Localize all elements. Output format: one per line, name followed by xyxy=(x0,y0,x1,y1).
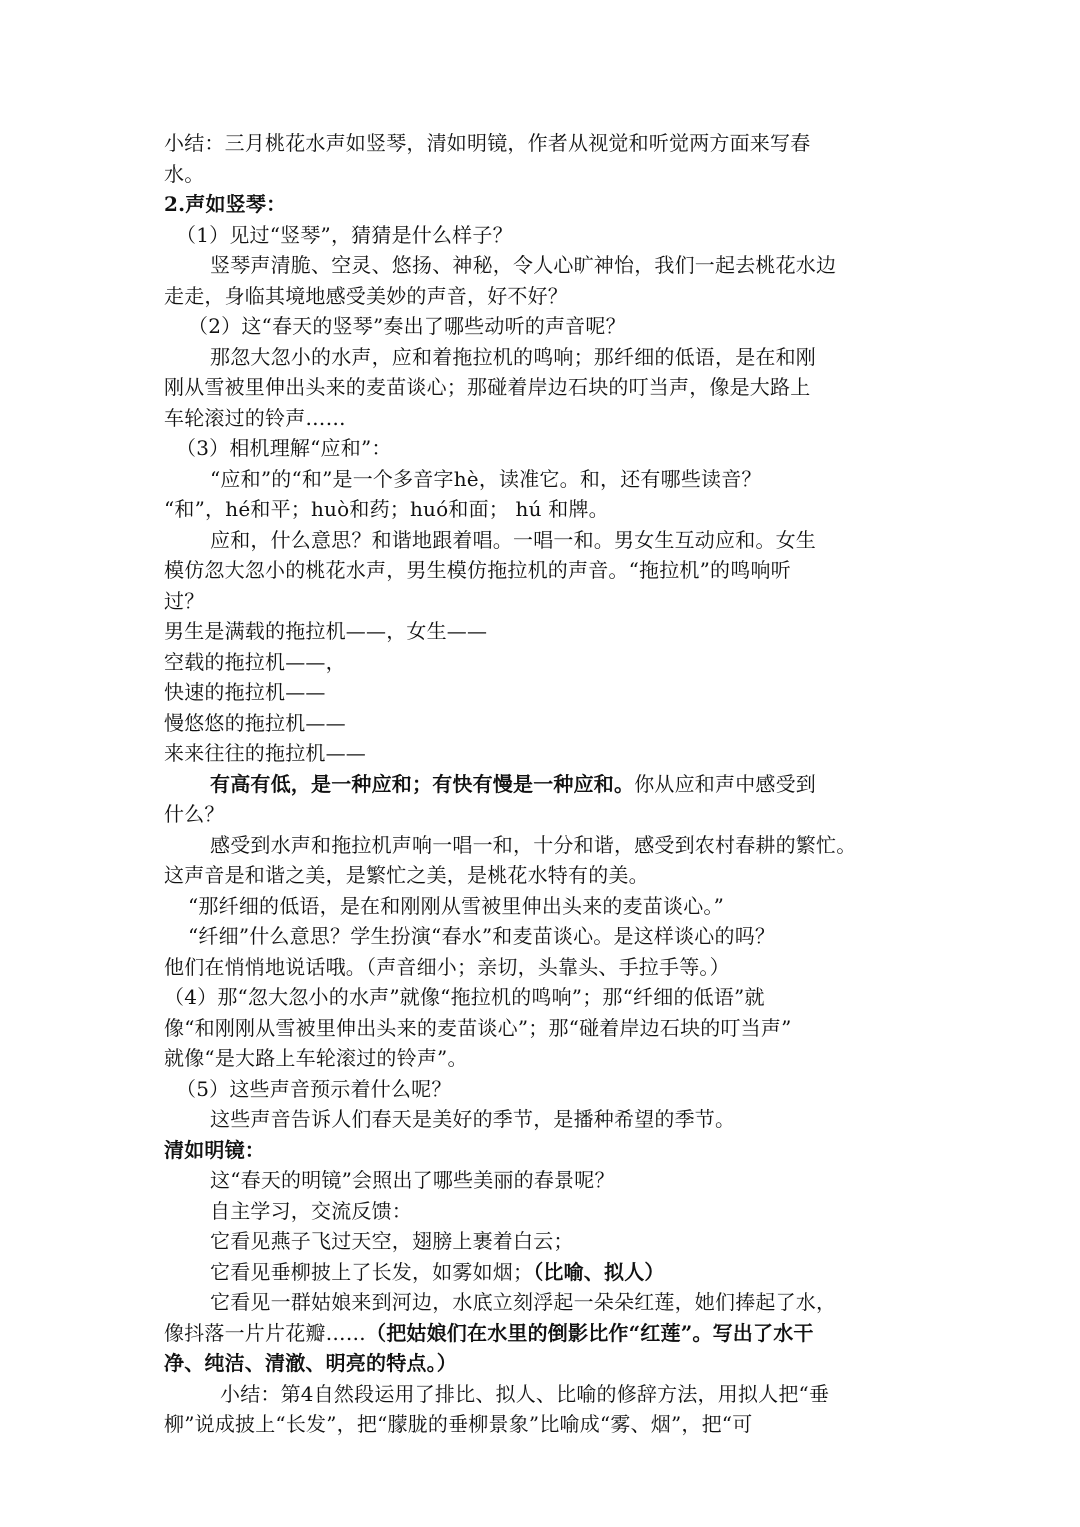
text-line xyxy=(164,1104,920,1135)
line-text: 水。 xyxy=(164,161,205,186)
line-text: 什么？ xyxy=(164,802,225,826)
line-text: 来来往往的拖拉机—— xyxy=(164,741,366,765)
text-line xyxy=(164,525,920,556)
line-text: 它看见垂柳披上了长发，如雾如烟； xyxy=(210,1259,534,1284)
line-tail-text: 你从应和声中感受到 xyxy=(634,771,817,796)
line-text: 过？ xyxy=(164,588,205,613)
line-text: 它看见一群姑娘来到河边，水底立刻浮起一朵朵红莲，她们捧起了水， xyxy=(210,1290,837,1314)
line-text: 竖琴声清脆、空灵、悠扬、神秘，令人心旷神怡，我们一起去桃花水边 xyxy=(210,253,837,277)
text-line xyxy=(164,128,920,159)
text-line xyxy=(164,1135,920,1166)
line-text: 快速的拖拉机—— xyxy=(164,680,326,704)
text-line xyxy=(164,769,920,800)
line-text: 应和，什么意思？和谐地跟着唱。一唱一和。男女生互动应和。女生 xyxy=(210,527,816,552)
text-line xyxy=(164,1348,920,1379)
text-line xyxy=(164,372,920,403)
text-line xyxy=(164,1379,920,1410)
line-text: 那忽大忽小的水声，应和着拖拉机的鸣响；那纤细的低语，是在和刚 xyxy=(210,344,816,369)
text-line xyxy=(164,647,920,678)
line-text: （5）这些声音预示着什么呢？ xyxy=(176,1076,452,1101)
line-text: 慢悠悠的拖拉机—— xyxy=(164,710,346,735)
line-text: （4）那“忽大忽小的水声”就像“拖拉机的鸣响”；那“纤细的低语”就 xyxy=(164,985,765,1009)
line-text: “那纤细的低语，是在和刚刚从雪被里伸出头来的麦苗谈心。” xyxy=(188,893,725,918)
line-text: 像“和刚刚从雪被里伸出头来的麦苗谈心”；那“碰着岸边石块的叮当声” xyxy=(164,1015,792,1040)
text-line xyxy=(164,1409,920,1440)
line-text: 就像“是大路上车轮滚过的铃声”。 xyxy=(164,1046,468,1070)
text-line xyxy=(164,738,920,769)
line-text: 自主学习，交流反馈： xyxy=(210,1198,412,1223)
text-line xyxy=(164,1257,920,1288)
line-text: 这“春天的明镜”会照出了哪些美丽的春景呢？ xyxy=(210,1168,615,1192)
text-line xyxy=(164,586,920,617)
line-text: 男生是满载的拖拉机——，女生—— xyxy=(164,619,488,643)
line-text: 像抖落一片片花瓣…… xyxy=(164,1320,366,1345)
text-line xyxy=(164,311,920,342)
line-text: 这些声音告诉人们春天是美好的季节，是播种希望的季节。 xyxy=(210,1107,736,1131)
line-text: （3）相机理解“应和”： xyxy=(176,436,392,460)
text-line xyxy=(164,464,920,495)
text-line xyxy=(164,860,920,891)
text-line xyxy=(164,1287,920,1318)
line-text: 他们在悄悄地说话哦。（声音细小；亲切，头靠头、手拉手等。） xyxy=(164,954,730,979)
line-text: 小结：三月桃花水声如竖琴，清如明镜，作者从视觉和听觉两方面来写春 xyxy=(164,131,811,155)
line-text: 车轮滚过的铃声…… xyxy=(164,405,346,430)
line-text: 走走，身临其境地感受美妙的声音，好不好？ xyxy=(164,283,568,308)
line-text: “纤细”什么意思？学生扮演“春水”和麦苗谈心。是这样谈心的吗？ xyxy=(188,924,776,948)
line-text: “和”，hé和平；huò和药；huó和面； hú 和牌。 xyxy=(164,497,609,521)
line-text: 有高有低，是一种应和；有快有慢是一种应和。 xyxy=(210,771,635,796)
line-tail-bold-text: （把姑娘们在水里的倒影比作“红莲”。写出了水干 xyxy=(366,1320,814,1345)
line-text: 这声音是和谐之美，是繁忙之美，是桃花水特有的美。 xyxy=(164,863,649,887)
text-line xyxy=(164,220,920,251)
text-line xyxy=(164,616,920,647)
text-line xyxy=(164,921,920,952)
text-line xyxy=(164,891,920,922)
text-line xyxy=(164,250,920,281)
text-line xyxy=(164,708,920,739)
text-line xyxy=(164,189,920,220)
text-line xyxy=(164,1165,920,1196)
text-line xyxy=(164,1074,920,1105)
text-line xyxy=(164,830,920,861)
line-text: 它看见燕子飞过天空，翅膀上裹着白云； xyxy=(210,1229,574,1253)
text-line xyxy=(164,159,920,190)
text-line xyxy=(164,403,920,434)
text-line xyxy=(164,1196,920,1227)
text-line xyxy=(164,1226,920,1257)
line-text: 净、纯洁、清澈、明亮的特点。） xyxy=(164,1351,457,1375)
line-text: 感受到水声和拖拉机声响一唱一和，十分和谐，感受到农村春耕的繁忙。 xyxy=(210,832,857,857)
document-body xyxy=(164,128,920,1440)
line-text: 2.声如竖琴： xyxy=(164,192,287,216)
text-line xyxy=(164,1013,920,1044)
line-text: 模仿忽大忽小的桃花水声，男生模仿拖拉机的声音。“拖拉机”的鸣响听 xyxy=(164,558,791,582)
text-line xyxy=(164,433,920,464)
text-line xyxy=(164,1043,920,1074)
text-line xyxy=(164,342,920,373)
text-line xyxy=(164,952,920,983)
text-line xyxy=(164,494,920,525)
line-text: 清如明镜： xyxy=(164,1137,265,1162)
line-text: 柳”说成披上“长发”，把“朦胧的垂柳景象”比喻成“雾、烟”，把“可 xyxy=(164,1412,753,1436)
line-tail-bold-text: （比喻、拟人） xyxy=(533,1259,665,1284)
text-line xyxy=(164,1318,920,1349)
text-line xyxy=(164,799,920,830)
line-text: “应和”的“和”是一个多音字hè，读准它。和，还有哪些读音？ xyxy=(210,466,762,491)
text-line xyxy=(164,281,920,312)
line-text: （1）见过“竖琴”，猜猜是什么样子？ xyxy=(176,222,513,247)
line-text: 空载的拖拉机——， xyxy=(164,649,346,674)
line-text: 刚从雪被里伸出头来的麦苗谈心；那碰着岸边石块的叮当声，像是大路上 xyxy=(164,375,811,399)
text-line xyxy=(164,555,920,586)
line-text: （2）这“春天的竖琴”奏出了哪些动听的声音呢？ xyxy=(188,314,626,338)
line-text: 小结：第4自然段运用了排比、拟人、比喻的修辞方法，用拟人把“垂 xyxy=(220,1381,830,1406)
text-line xyxy=(164,677,920,708)
text-line xyxy=(164,982,920,1013)
